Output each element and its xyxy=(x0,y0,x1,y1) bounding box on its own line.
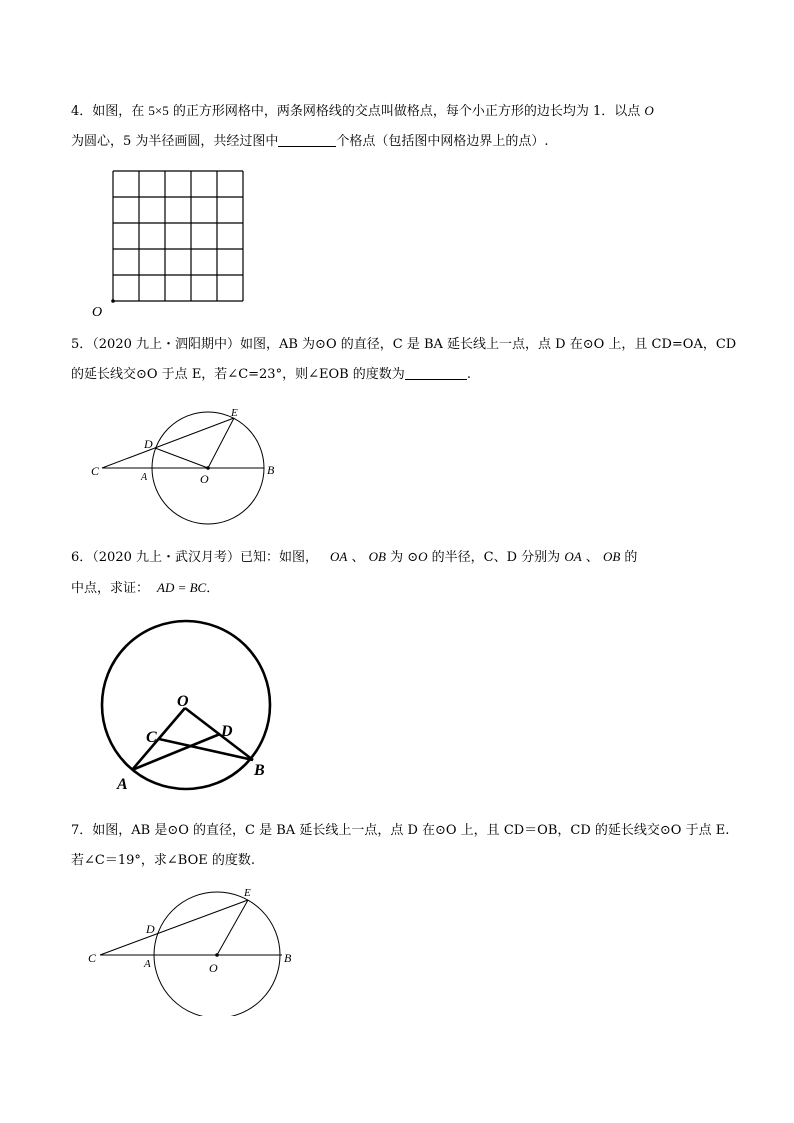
label-e: E xyxy=(244,887,251,899)
q5-text: . xyxy=(466,367,471,382)
q6-circle-figure xyxy=(96,618,276,794)
label-c: C xyxy=(88,951,97,965)
label-e: E xyxy=(231,407,238,419)
label-b: B xyxy=(254,762,265,779)
q4-line-2 xyxy=(71,127,721,157)
q6-line-2 xyxy=(71,573,721,604)
q5-line-1: 5．（2020 九上・泗阳期中）如图，AB 为⊙O 的直径，C 是 BA 延长线上一点，点 D 在⊙O 上，且 CD=OA，CD xyxy=(71,337,737,352)
label-c: C xyxy=(91,464,100,478)
question-5 xyxy=(71,330,737,390)
q4-grid-size: 5×5 xyxy=(148,103,169,118)
origin-point xyxy=(111,299,115,303)
q7-line-1: 7．如图，AB 是⊙O 的直径，C 是 BA 延长线上一点，点 D 在⊙O 上，且 CD＝OB，CD 的延长线交⊙O 于点 E. xyxy=(71,823,730,838)
label-a: A xyxy=(144,958,151,970)
grid-lines xyxy=(113,171,243,301)
q6-text: 的 xyxy=(620,550,638,565)
q7-line-2: 若∠C＝19°，求∠BOE 的度数. xyxy=(71,853,255,868)
q4-text: 个格点（包括图中网格边界上的点）. xyxy=(336,134,549,149)
label-d: D xyxy=(144,437,153,451)
q6-text: 6．（2020 九上・武汉月考）已知：如图， xyxy=(71,550,318,565)
line-ce xyxy=(100,900,248,955)
q5-text: 的延长线交⊙O 于点 E，若∠C=23°，则∠EOB 的度数为 xyxy=(71,367,405,382)
q7-circle-figure xyxy=(86,880,296,1016)
label-c: C xyxy=(146,729,157,746)
q5-circle-figure xyxy=(88,402,288,528)
center-point xyxy=(215,953,219,957)
line-ce xyxy=(102,418,234,468)
label-d: D xyxy=(221,723,233,740)
q6-text: ． xyxy=(206,581,220,596)
q6-circle-o: ⊙O xyxy=(407,549,428,564)
q6-oa-2: OA xyxy=(564,549,582,564)
q4-text: 为圆心，5 为半径画圆，共经过图中 xyxy=(71,134,279,149)
q6-ob: OB xyxy=(368,549,386,564)
q6-line-1 xyxy=(71,542,721,573)
center-point xyxy=(206,466,210,470)
segment-oe xyxy=(208,418,234,468)
label-a: A xyxy=(117,776,128,793)
q6-text: 的半径，C、D 分别为 xyxy=(427,550,565,565)
q4-answer-blank[interactable] xyxy=(278,132,336,147)
segment-oe xyxy=(217,900,248,955)
label-d: D xyxy=(146,922,155,936)
q5-line-2 xyxy=(71,360,721,390)
segment-do xyxy=(155,448,208,468)
q4-text: 4．如图，在 xyxy=(71,104,149,119)
question-7 xyxy=(71,816,730,876)
q6-ob-2: OB xyxy=(602,549,621,564)
q6-text: 中点，求证： xyxy=(71,581,150,596)
q5-answer-blank[interactable] xyxy=(405,365,467,380)
question-6 xyxy=(71,542,721,604)
q4-text: 的正方形网格中，两条网格线的交点叫做格点，每个小正方形的边长均为 1．以点 xyxy=(168,104,645,119)
label-a: A xyxy=(141,472,148,483)
q4-point-o: O xyxy=(644,103,654,118)
q6-sep: 、 xyxy=(351,550,365,565)
q4-line-1 xyxy=(71,96,721,127)
q6-sep-2: 、 xyxy=(585,550,599,565)
question-4 xyxy=(71,96,721,157)
q4-grid-figure xyxy=(88,165,258,325)
segment-oa xyxy=(132,708,185,770)
label-o: O xyxy=(209,961,218,975)
label-b: B xyxy=(267,463,275,477)
q6-proof-statement: AD = BC xyxy=(157,580,207,595)
q6-text: 为 xyxy=(385,550,408,565)
q6-oa: OA xyxy=(330,549,348,564)
label-o: O xyxy=(200,472,209,486)
label-o: O xyxy=(92,305,103,320)
label-o: O xyxy=(177,693,189,710)
label-b: B xyxy=(284,951,292,965)
